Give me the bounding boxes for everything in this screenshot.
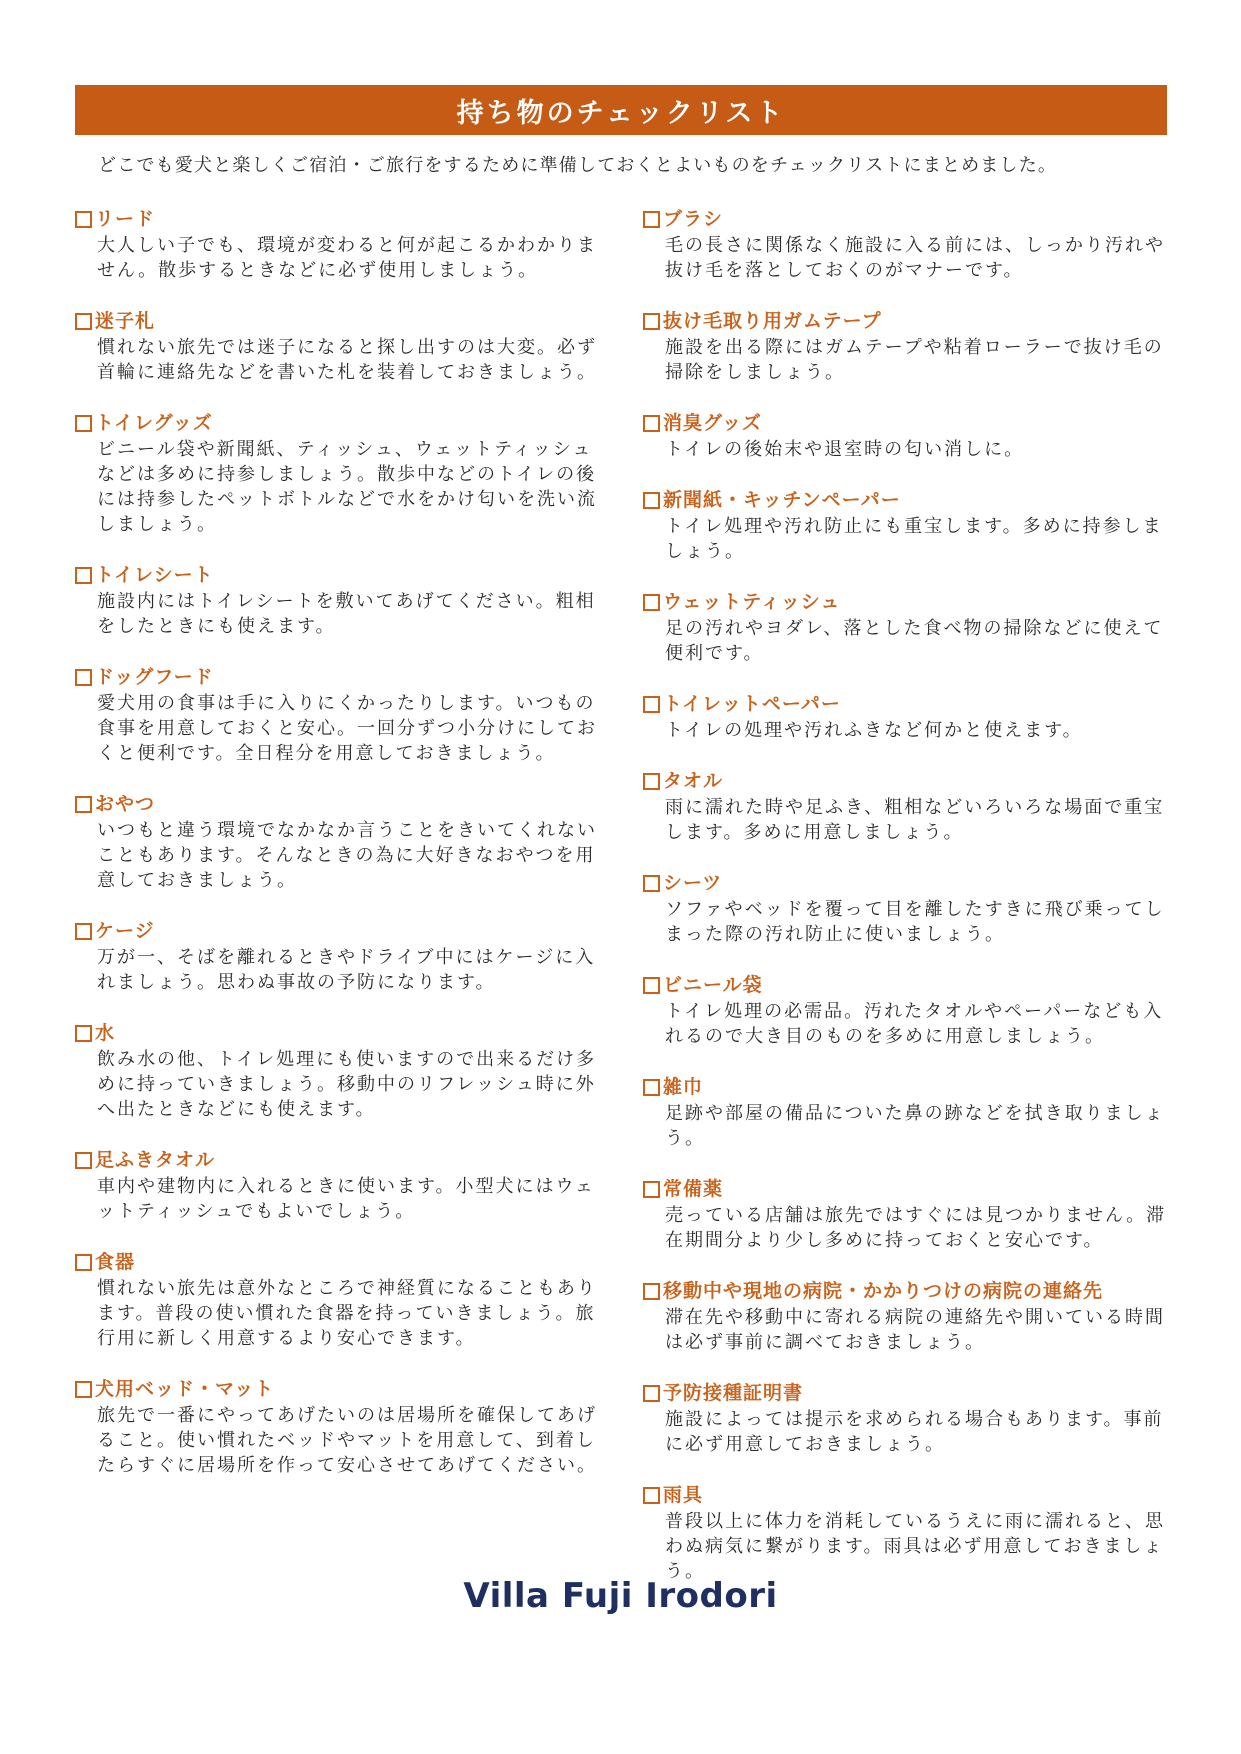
item-title: 移動中や現地の病院・かかりつけの病院の連絡先 — [663, 1280, 1104, 1302]
checkbox-icon[interactable] — [75, 796, 92, 813]
item-description: ビニール袋や新聞紙、ティッシュ、ウェットティッシュなどは多めに持参しましょう。散歩中などのトイレの後には持参したペットボトルなどで水をかけ匂いを洗い流しましょう。 — [97, 439, 597, 535]
checklist-item — [643, 589, 1169, 666]
checklist-item — [75, 410, 601, 537]
checkbox-icon[interactable] — [75, 1254, 92, 1271]
item-description: 万が一、そばを離れるときやドライブ中にはケージに入れましょう。思わぬ事故の予防になります。 — [97, 947, 596, 993]
checklist-item — [643, 1176, 1169, 1253]
item-description: 施設内にはトイレシートを敷いてあげてください。粗相をしたときにも使えます。 — [97, 591, 596, 637]
page-title: 持ち物のチェックリスト — [75, 85, 1167, 135]
item-description: ソファやベッドを覆って目を離したすきに飛び乗ってしまった際の汚れ防止に使いましょう。 — [665, 899, 1165, 945]
checklist-item — [643, 691, 1169, 743]
checkbox-icon[interactable] — [75, 669, 92, 686]
item-description: 滞在先や移動中に寄れる病院の連絡先や開いている時間は必ず事前に調べておきましょう。 — [665, 1307, 1165, 1353]
item-title: 足ふきタオル — [95, 1149, 216, 1171]
item-description: いつもと違う環境でなかなか言うことをきいてくれないこともあります。そんなときの為に大好きなおやつを用意しておきましょう。 — [97, 820, 597, 891]
checkbox-icon[interactable] — [643, 773, 660, 790]
checklist-item — [643, 1380, 1169, 1457]
checkbox-icon[interactable] — [75, 313, 92, 330]
item-title: 消臭グッズ — [663, 412, 763, 434]
checklist-item — [75, 664, 601, 766]
checklist-item — [643, 870, 1169, 947]
item-title: ブラシ — [663, 208, 724, 230]
checkbox-icon[interactable] — [643, 594, 660, 611]
item-description: 慣れない旅先では迷子になると探し出すのは大変。必ず首輪に連絡先などを書いた札を装着しておきましょう。 — [97, 337, 597, 383]
checklist-item — [75, 1249, 601, 1351]
item-title: 新聞紙・キッチンペーパー — [663, 489, 901, 511]
checkbox-icon[interactable] — [643, 977, 660, 994]
item-title: 抜け毛取り用ガムテープ — [663, 310, 882, 332]
item-title: 水 — [95, 1022, 116, 1044]
checkbox-icon[interactable] — [643, 1385, 660, 1402]
item-description: 愛犬用の食事は手に入りにくかったりします。いつもの食事を用意しておくと安心。一回分ずつ小分けにしておくと便利です。全日程分を用意しておきましょう。 — [97, 693, 597, 764]
checkbox-icon[interactable] — [643, 415, 660, 432]
checklist-right-column — [643, 206, 1169, 1609]
item-title: 雨具 — [663, 1484, 704, 1506]
item-title: トイレグッズ — [95, 412, 213, 434]
checkbox-icon[interactable] — [75, 1152, 92, 1169]
checklist-left-column — [75, 206, 601, 1503]
checkbox-icon[interactable] — [643, 1079, 660, 1096]
checklist-item — [643, 1482, 1169, 1584]
item-title: 常備薬 — [663, 1178, 724, 1200]
checklist-item — [643, 1074, 1169, 1151]
checklist-item — [75, 1376, 601, 1478]
checklist-item — [643, 972, 1169, 1049]
item-description: トイレの後始末や退室時の匂い消しに。 — [665, 439, 1025, 460]
item-title: トイレットペーパー — [663, 693, 841, 715]
item-title: ウェットティッシュ — [663, 591, 841, 613]
checkbox-icon[interactable] — [643, 313, 660, 330]
checklist-item — [643, 410, 1169, 462]
item-description: 車内や建物内に入れるときに使います。小型犬にはウェットティッシュでもよいでしょう。 — [97, 1176, 595, 1222]
brand-logo-text: Villa Fuji Irodori — [463, 1576, 778, 1616]
item-description: 施設によっては提示を求められる場合もあります。事前に必ず用意しておきましょう。 — [665, 1409, 1164, 1455]
checklist-item — [75, 1147, 601, 1224]
item-description: 大人しい子でも、環境が変わると何が起こるかわかりません。散歩するときなどに必ず使用しましょう。 — [97, 235, 597, 281]
item-description: 雨に濡れた時や足ふき、粗相などいろいろな場面で重宝します。多めに用意しましょう。 — [665, 797, 1165, 843]
checkbox-icon[interactable] — [643, 696, 660, 713]
item-description: トイレの処理や汚れふきなど何かと使えます。 — [665, 720, 1083, 741]
item-title: 食器 — [95, 1251, 136, 1273]
checklist-item — [75, 206, 601, 283]
item-title: 予防接種証明書 — [663, 1382, 804, 1404]
checkbox-icon[interactable] — [643, 1283, 660, 1300]
checklist-item — [75, 791, 601, 893]
item-title: タオル — [663, 770, 724, 792]
item-description: 慣れない旅先は意外なところで神経質になることもあります。普段の使い慣れた食器を持っていきましょう。旅行用に新しく用意するより安心できます。 — [97, 1278, 597, 1349]
checkbox-icon[interactable] — [75, 415, 92, 432]
item-description: 足跡や部屋の備品についた鼻の跡などを拭き取りましょう。 — [665, 1103, 1165, 1149]
item-description: 売っている店舗は旅先ではすぐには見つかりません。滞在期間分より少し多めに持っておくと安心です。 — [665, 1205, 1167, 1251]
item-description: トイレ処理や汚れ防止にも重宝します。多めに持参しましょう。 — [665, 516, 1163, 562]
checklist-item — [75, 562, 601, 639]
checkbox-icon[interactable] — [643, 1487, 660, 1504]
checkbox-icon[interactable] — [75, 1381, 92, 1398]
checkbox-icon[interactable] — [643, 1181, 660, 1198]
checklist-item — [643, 1278, 1169, 1355]
checklist-item — [643, 768, 1169, 845]
checkbox-icon[interactable] — [643, 211, 660, 228]
checkbox-icon[interactable] — [75, 567, 92, 584]
checklist-item — [643, 206, 1169, 283]
item-title: おやつ — [95, 793, 156, 815]
checkbox-icon[interactable] — [75, 1025, 92, 1042]
item-description: 飲み水の他、トイレ処理にも使いますので出来るだけ多めに持っていきましょう。移動中のリフレッシュ時に外へ出たときなどにも使えます。 — [97, 1049, 597, 1120]
checklist-item — [643, 487, 1169, 564]
intro-text: どこでも愛犬と楽しくご宿泊・ご旅行をするために準備しておくとよいものをチェックリストにまとめました。 — [98, 155, 1058, 176]
item-title: リード — [95, 208, 156, 230]
item-description: 旅先で一番にやってあげたいのは居場所を確保してあげること。使い慣れたベッドやマットを用意して、到着したらすぐに居場所を作って安心させてあげてください。 — [97, 1405, 597, 1476]
checkbox-icon[interactable] — [75, 211, 92, 228]
item-title: ドッグフード — [95, 666, 214, 688]
checklist-item — [75, 918, 601, 995]
checklist-item — [643, 308, 1169, 385]
checkbox-icon[interactable] — [75, 923, 92, 940]
checkbox-icon[interactable] — [643, 875, 660, 892]
item-description: 普段以上に体力を消耗しているうえに雨に濡れると、思わぬ病気に繋がります。雨具は必ず用意しておきましょう。 — [665, 1511, 1165, 1582]
item-description: 毛の長さに関係なく施設に入る前には、しっかり汚れや抜け毛を落としておくのがマナーです。 — [665, 235, 1165, 281]
item-title: 雑巾 — [663, 1076, 704, 1098]
checkbox-icon[interactable] — [643, 492, 660, 509]
item-title: 犬用ベッド・マット — [95, 1378, 275, 1400]
item-title: ケージ — [95, 920, 155, 942]
item-title: 迷子札 — [95, 310, 156, 332]
checklist-item — [75, 1020, 601, 1122]
checklist-item — [75, 308, 601, 385]
item-description: 足の汚れやヨダレ、落とした食べ物の掃除などに使えて便利です。 — [665, 618, 1164, 664]
item-description: トイレ処理の必需品。汚れたタオルやペーパーなども入れるので大き目のものを多めに用意しましょう。 — [665, 1001, 1164, 1047]
item-title: トイレシート — [95, 564, 214, 586]
item-title: ビニール袋 — [663, 974, 763, 996]
item-title: シーツ — [663, 872, 723, 894]
item-description: 施設を出る際にはガムテープや粘着ローラーで抜け毛の掃除をしましょう。 — [665, 337, 1164, 383]
